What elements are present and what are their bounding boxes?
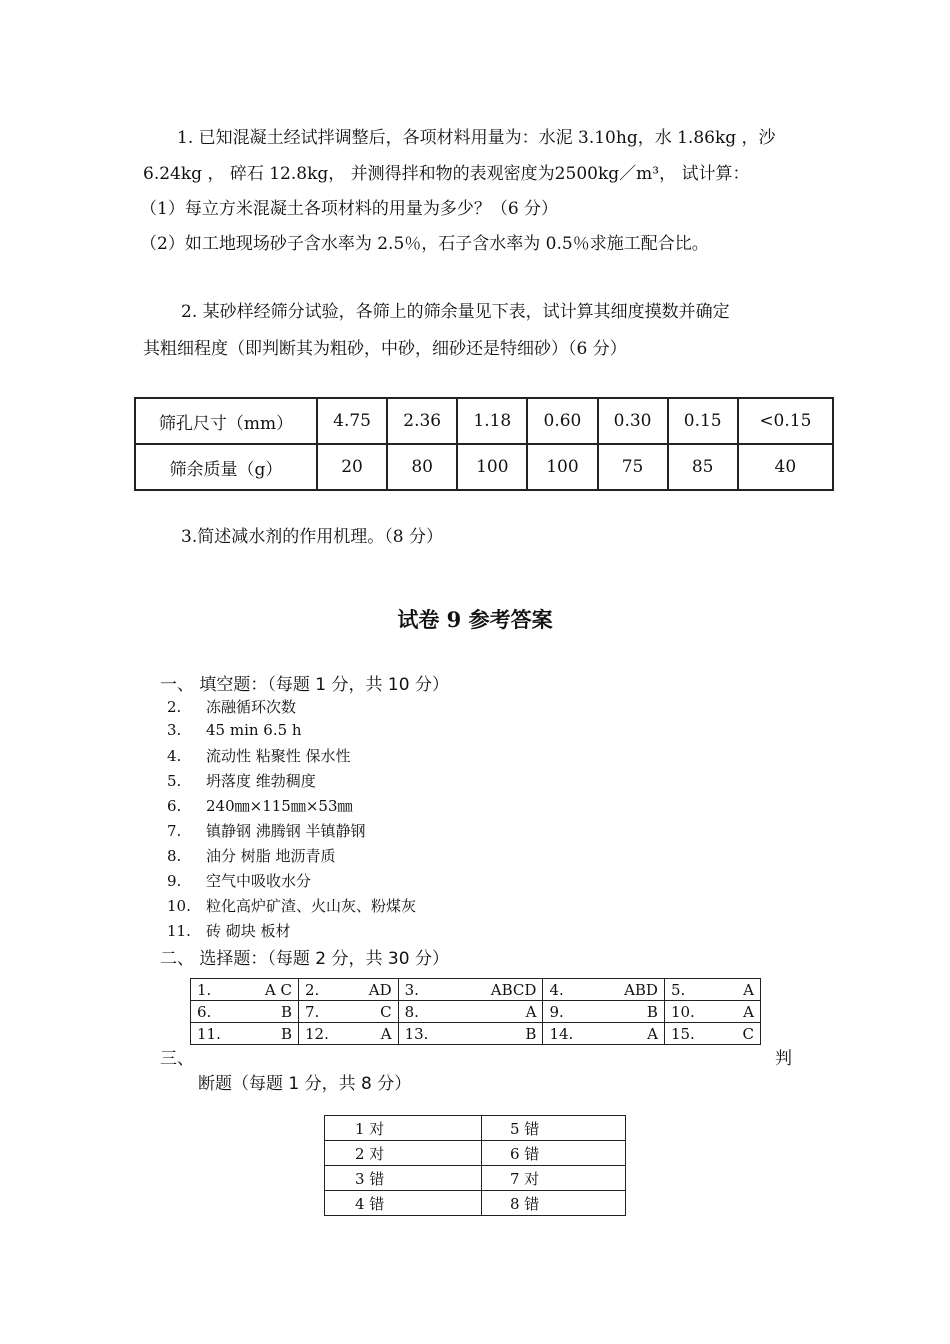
table-cell: 100 — [457, 444, 527, 490]
item-number: 11. — [167, 922, 191, 940]
answer-value: A — [743, 1002, 754, 1021]
item-number: 5. — [167, 772, 182, 790]
table-cell — [664, 979, 760, 1001]
choice-answer-table — [190, 978, 761, 1045]
section-3-heading-cont: 断题（每题 1 分，共 8 分） — [198, 1074, 412, 1094]
item-number: 9. — [167, 872, 182, 890]
item-text: 油分 树脂 地沥青质 — [206, 847, 336, 865]
table-cell: 7 对 — [482, 1166, 626, 1191]
answer-value: A — [525, 1002, 537, 1021]
table-cell: 100 — [527, 444, 597, 490]
table-cell — [543, 1001, 665, 1023]
table-cell: 2.36 — [387, 398, 457, 444]
table-cell — [664, 1023, 760, 1045]
answer-value: ABD — [624, 980, 658, 999]
answer-value: B — [646, 1002, 658, 1021]
sieve-table — [134, 397, 834, 491]
item-number: 7. — [167, 822, 182, 840]
table-cell: 80 — [387, 444, 457, 490]
list-item — [167, 745, 351, 766]
table-cell — [191, 1023, 299, 1045]
item-text: 空气中吸收水分 — [206, 872, 312, 890]
table-cell — [398, 979, 543, 1001]
item-number: 3. — [167, 721, 182, 739]
question-number: 5. — [670, 980, 686, 999]
answer-value: A C — [264, 980, 292, 999]
item-text: 冻融循环次数 — [206, 698, 297, 716]
question-number: 4. — [549, 980, 564, 999]
question-number: 7. — [304, 1002, 320, 1021]
table-cell: 75 — [598, 444, 668, 490]
table-cell: 0.30 — [598, 398, 668, 444]
table-cell: 4 错 — [325, 1191, 482, 1216]
answer-value: A — [380, 1024, 392, 1043]
list-item — [167, 770, 316, 791]
table-cell: 筛余质量（g） — [135, 444, 317, 490]
table-cell — [543, 979, 665, 1001]
table-cell: 4.75 — [317, 398, 387, 444]
list-item — [167, 920, 291, 941]
table-cell: 0.15 — [668, 398, 738, 444]
item-number: 6. — [167, 797, 182, 815]
item-text: 粒化高炉矿渣、火山灰、粉煤灰 — [206, 897, 417, 915]
question-1-line-1: 1. 已知混凝土经试拌调整后，各项材料用量为：水泥 3.10hg，水 1.86kg ，沙 — [177, 128, 776, 148]
item-text: 砖 砌块 板材 — [206, 922, 291, 940]
question-2-line-2: 其粗细程度（即判断其为粗砂，中砂，细砂还是特细砂）（6 分） — [143, 339, 627, 359]
table-row — [325, 1166, 626, 1191]
table-row — [135, 398, 833, 444]
question-3: 3.简述减水剂的作用机理。（8 分） — [181, 527, 443, 547]
table-cell — [298, 1001, 398, 1023]
answer-value: C — [380, 1002, 392, 1021]
list-item — [167, 895, 416, 916]
list-item — [167, 795, 353, 816]
table-cell — [191, 979, 299, 1001]
table-row — [191, 1023, 761, 1045]
table-cell: <0.15 — [738, 398, 833, 444]
table-cell: 20 — [317, 444, 387, 490]
question-number: 10. — [670, 1002, 695, 1021]
table-cell: 5 错 — [482, 1116, 626, 1141]
item-number: 4. — [167, 747, 182, 765]
item-text: 坍落度 维勃稠度 — [206, 772, 316, 790]
table-cell — [191, 1001, 299, 1023]
list-item — [167, 870, 311, 891]
answer-value: B — [280, 1002, 292, 1021]
question-number: 15. — [670, 1024, 695, 1043]
section-3-heading-right: 判 — [775, 1049, 792, 1069]
item-text: 45 min 6.5 h — [206, 721, 302, 739]
list-item — [167, 820, 366, 841]
table-cell: 3 错 — [325, 1166, 482, 1191]
answer-value: A — [647, 1024, 658, 1043]
section-2-heading: 二、 选择题：（每题 2 分，共 30 分） — [160, 949, 449, 969]
table-cell: 40 — [738, 444, 833, 490]
answer-value: A — [743, 980, 754, 999]
question-number: 14. — [549, 1024, 574, 1043]
table-row — [325, 1141, 626, 1166]
question-number: 13. — [404, 1024, 429, 1043]
table-cell: 1 对 — [325, 1116, 482, 1141]
table-cell — [398, 1001, 543, 1023]
question-number: 8. — [404, 1002, 419, 1021]
table-row — [191, 979, 761, 1001]
question-number: 11. — [197, 1024, 221, 1043]
answer-value: AD — [368, 980, 392, 999]
question-number: 12. — [304, 1024, 329, 1043]
table-row — [135, 444, 833, 490]
answer-value: C — [742, 1024, 754, 1043]
item-number: 8. — [167, 847, 182, 865]
answer-value: ABCD — [490, 980, 537, 999]
table-cell: 8 错 — [482, 1191, 626, 1216]
list-item — [167, 696, 296, 717]
table-cell: 2 对 — [325, 1141, 482, 1166]
answer-title: 试卷 9 参考答案 — [397, 607, 553, 632]
question-number: 3. — [404, 980, 419, 999]
table-cell — [298, 979, 398, 1001]
item-text: 镇静钢 沸腾钢 半镇静钢 — [206, 822, 366, 840]
answer-value: B — [525, 1024, 537, 1043]
question-1-line-2: 6.24kg ， 碎石 12.8kg， 并测得拌和物的表观密度为2500kg／m³， 试计算： — [143, 164, 750, 184]
answer-value: B — [280, 1024, 292, 1043]
table-cell: 6 错 — [482, 1141, 626, 1166]
table-cell: 1.18 — [457, 398, 527, 444]
table-cell: 筛孔尺寸（mm） — [135, 398, 317, 444]
question-number: 1. — [197, 980, 212, 999]
item-text: 流动性 粘聚性 保水性 — [206, 747, 351, 765]
judge-answer-table — [324, 1115, 626, 1216]
question-1-sub-1: （1）每立方米混凝土各项材料的用量为多少？（6 分） — [140, 199, 559, 219]
table-cell — [543, 1023, 665, 1045]
question-number: 9. — [549, 1002, 564, 1021]
table-row — [325, 1191, 626, 1216]
question-1-sub-2: （2）如工地现场砂子含水率为 2.5％，石子含水率为 0.5％求施工配合比。 — [140, 234, 709, 254]
table-cell — [398, 1023, 543, 1045]
item-number: 10. — [167, 897, 191, 915]
list-item — [167, 845, 336, 866]
item-text: 240㎜×115㎜×53㎜ — [206, 797, 353, 815]
table-row — [325, 1116, 626, 1141]
question-number: 2. — [304, 980, 320, 999]
table-cell: 0.60 — [527, 398, 597, 444]
table-cell: 85 — [668, 444, 738, 490]
question-2-line-1: 2. 某砂样经筛分试验，各筛上的筛余量见下表，试计算其细度摸数并确定 — [181, 302, 730, 322]
section-1-heading: 一、 填空题：（每题 1 分，共 10 分） — [160, 675, 449, 695]
list-item — [167, 721, 302, 739]
table-row — [191, 1001, 761, 1023]
question-number: 6. — [197, 1002, 212, 1021]
section-3-heading-left: 三、 — [160, 1049, 194, 1069]
table-cell — [298, 1023, 398, 1045]
item-number: 2. — [167, 698, 182, 716]
table-cell — [664, 1001, 760, 1023]
